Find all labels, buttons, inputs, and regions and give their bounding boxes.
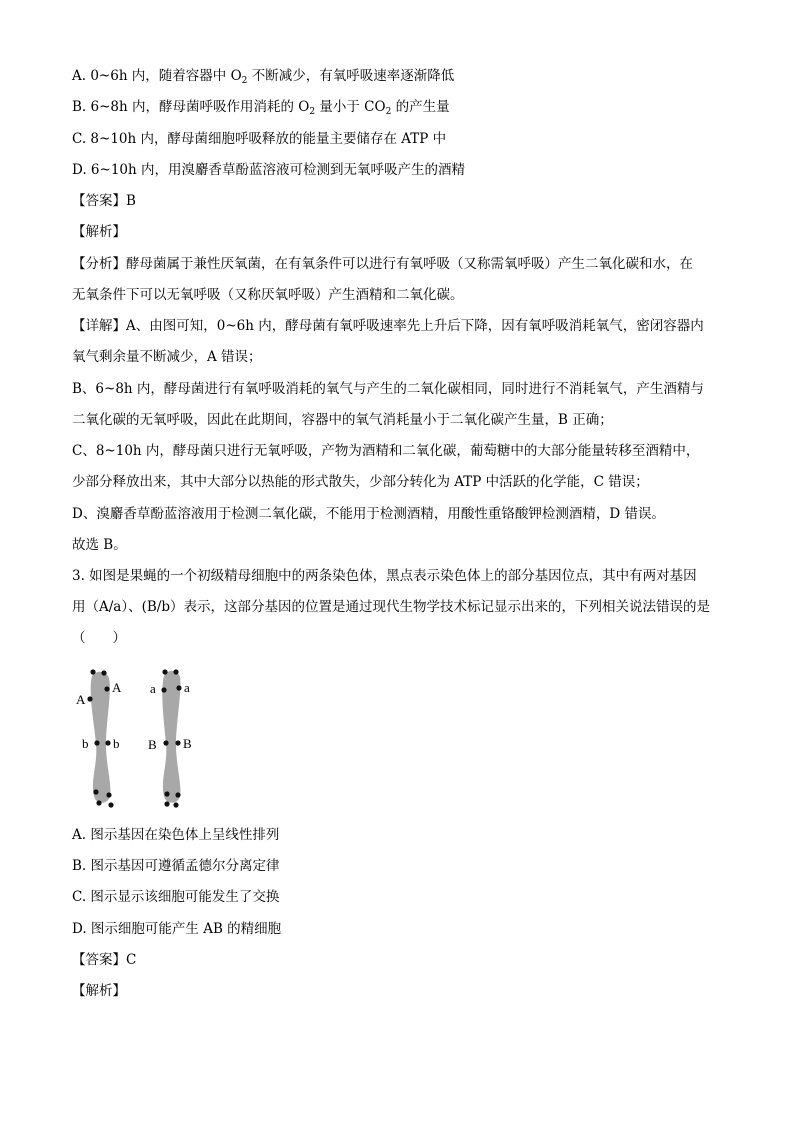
q3-analysis-heading: 【解析】	[72, 983, 126, 999]
q3-answer: 【答案】C	[72, 952, 137, 968]
q2-detail-line-2: 氧气剩余量不断减少，A 错误；	[72, 349, 262, 365]
q2-option-a: A. 0~6h 内，随着容器中 $O_2$ 不断减少，有氧呼吸速率逐渐降低	[72, 68, 455, 86]
q2-detail-line-6: 少部分释放出来，其中大部分以热能的形式散失，少部分转化为 ATP 中活跃的化学能，C 错误；	[72, 474, 649, 490]
label-left-b-outer: b	[82, 736, 89, 751]
label-right-B-outer: B	[183, 736, 192, 751]
label-left-A-inner: A	[112, 680, 122, 695]
label-right-a-outer: a	[184, 680, 190, 695]
label-left-A-outer: A	[76, 692, 86, 707]
q3-stem-line-2: 用（A/a）、(B/b）表示，这部分基因的位置是通过现代生物学技术标记显示出来的，下列相关说法错误的是	[72, 599, 710, 615]
q2-detail-line-8: 故选 B。	[72, 537, 127, 553]
q3-option-c: C. 图示显示该细胞可能发生了交换	[72, 889, 280, 905]
q3-stem-line-3: （ ）	[72, 630, 126, 646]
chromosome-figure	[72, 662, 212, 812]
label-right-a-inner: a	[150, 681, 156, 696]
q2-option-b: B. 6~8h 内，酵母菌呼吸作用消耗的 $O_2$ 量小于 $CO_2$ 的产生量	[72, 99, 450, 117]
q3-stem-line-1: 3. 如图是果蝇的一个初级精母细胞中的两条染色体，黑点表示染色体上的部分基因位点，其中有两对基因	[72, 568, 697, 584]
label-left-b-inner: b	[113, 736, 120, 751]
q2-detail-line-4: 二氧化碳的无氧呼吸，因此在此期间，容器中的氧气消耗量小于二氧化碳产生量，B 正确；	[72, 412, 613, 428]
q2-detail-line-7: D、溴麝香草酚蓝溶液用于检测二氧化碳，不能用于检测酒精，用酸性重铬酸钾检测酒精，D 错误。	[72, 506, 665, 522]
q3-option-b: B. 图示基因可遵循孟德尔分离定律	[72, 858, 280, 874]
q2-option-d: D. 6~10h 内，用溴麝香草酚蓝溶液可检测到无氧呼吸产生的酒精	[72, 162, 465, 178]
label-right-B-inner: B	[148, 737, 157, 752]
q2-detail-line-5: C、8~10h 内，酵母菌只进行无氧呼吸，产物为酒精和二氧化碳，葡萄糖中的大部分能量转移至酒精中，	[72, 443, 700, 459]
q2-fenxi-line-1: 【分析】酵母菌属于兼性厌氧菌，在有氧条件可以进行有氧呼吸（又称需氧呼吸）产生二氧化碳和水，在	[72, 256, 693, 272]
q2-option-c: C. 8~10h 内，酵母菌细胞呼吸释放的能量主要储存在 ATP 中	[72, 131, 447, 147]
q2-detail-line-3: B、6~8h 内，酵母菌进行有氧呼吸消耗的氧气与产生的二氧化碳相同，同时进行不消耗氧气，产生酒精与	[72, 381, 704, 397]
q2-detail-line-1: 【详解】A、由图可知，0~6h 内，酵母菌有氧呼吸速率先上升后下降，因有氧呼吸消耗氧气，密闭容器内	[72, 318, 704, 334]
q2-answer: 【答案】B	[72, 193, 136, 209]
q2-fenxi-line-2: 无氧条件下可以无氧呼吸（又称厌氧呼吸）产生酒精和二氧化碳。	[72, 287, 464, 303]
q2-analysis-heading: 【解析】	[72, 224, 126, 240]
q3-option-a: A. 图示基因在染色体上呈线性排列	[72, 827, 280, 843]
q3-option-d: D. 图示细胞可能产生 AB 的精细胞	[72, 921, 282, 937]
